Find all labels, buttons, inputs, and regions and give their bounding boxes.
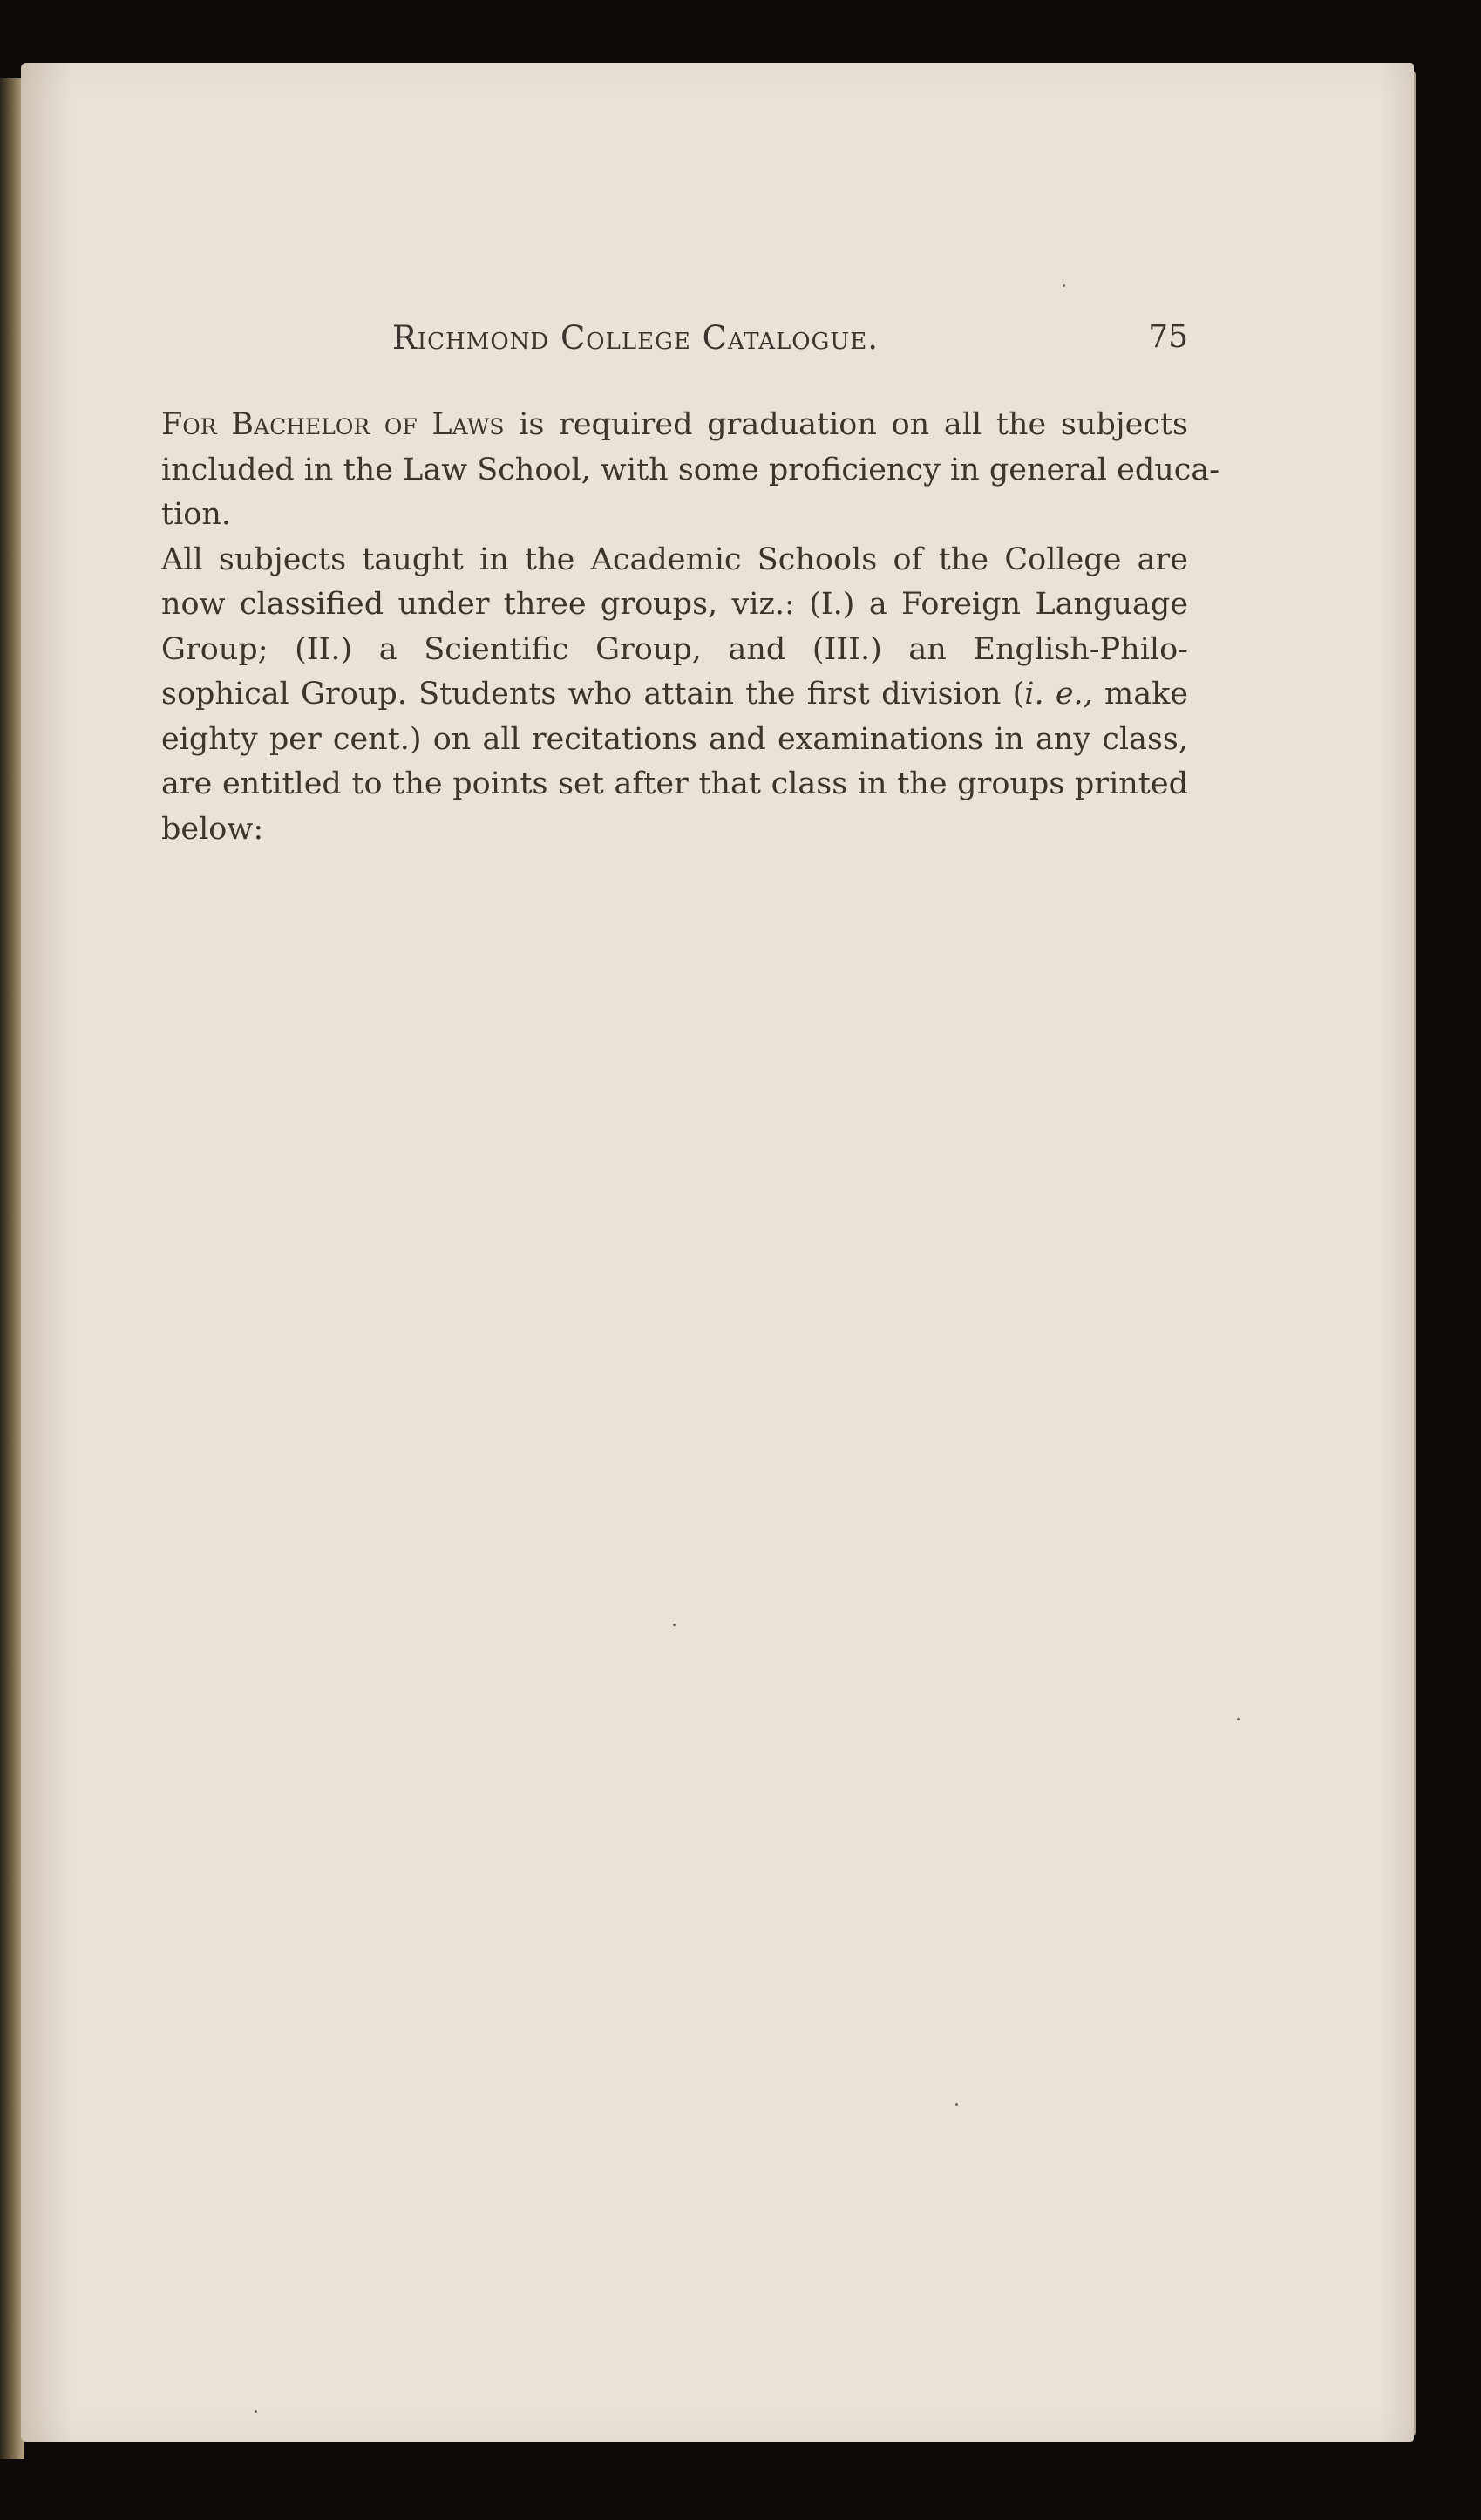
paragraph-subject-groups bbox=[125, 538, 1188, 853]
text-line: below: bbox=[161, 811, 264, 847]
paper-speck bbox=[255, 2410, 257, 2413]
line-text: is required graduation on all the subjects bbox=[504, 407, 1188, 442]
text-line: are entitled to the points set after that class in the groups printed bbox=[161, 766, 1188, 801]
degree-name: For Bachelor of Laws bbox=[161, 407, 505, 442]
page-number: 75 bbox=[1148, 319, 1188, 355]
line-text: sophical Group. Students who attain the first division ( bbox=[161, 677, 1025, 712]
text-line: included in the Law School, with some proficiency in general educa- bbox=[161, 452, 1220, 487]
running-title: Richmond College Catalogue. bbox=[392, 319, 880, 357]
text-line bbox=[125, 672, 1188, 718]
paragraph-bachelor-of-laws bbox=[125, 403, 1220, 538]
text-line bbox=[125, 403, 1188, 448]
text-line: tion. bbox=[161, 497, 231, 532]
text-line: All subjects taught in the Academic Schools of the College are bbox=[161, 541, 1188, 577]
page-header bbox=[125, 314, 1188, 366]
paper-speck bbox=[1063, 284, 1065, 287]
body-text bbox=[125, 403, 1220, 852]
italic-abbreviation: i. e., bbox=[1024, 677, 1093, 712]
paper-speck bbox=[673, 1624, 676, 1626]
paper-speck bbox=[1237, 1718, 1240, 1720]
text-line: Group; (II.) a Scientific Group, and (III.) an English-Philo- bbox=[161, 631, 1188, 667]
text-line: now classified under three groups, viz.: (I.) a Foreign Language bbox=[161, 587, 1188, 622]
line-text: make bbox=[1092, 677, 1188, 712]
paper-speck bbox=[955, 2103, 958, 2106]
text-line: eighty per cent.) on all recitations and examinations in any class, bbox=[161, 721, 1188, 757]
